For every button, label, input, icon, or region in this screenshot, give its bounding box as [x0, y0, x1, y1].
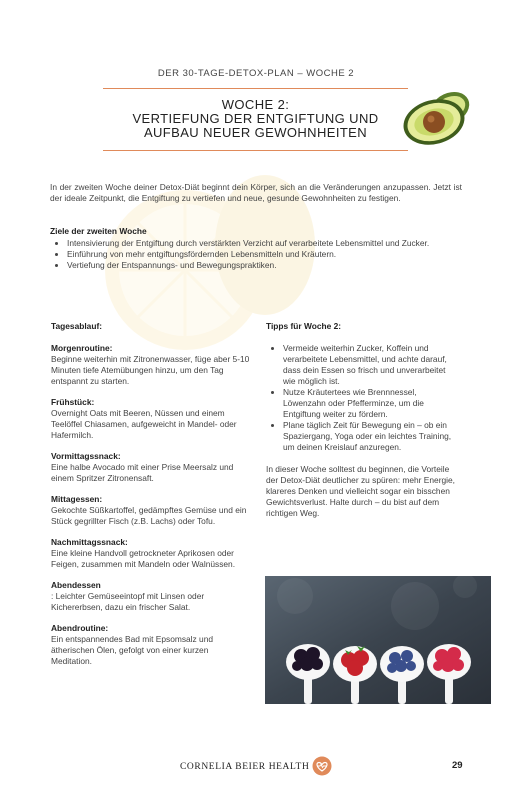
- goals-heading: Ziele der zweiten Woche: [50, 226, 147, 236]
- block-title: Vormittagssnack:: [51, 451, 121, 461]
- block-title: Nachmittagssnack:: [51, 537, 128, 547]
- intro-paragraph: In der zweiten Woche deiner Detox-Diät beginnt dein Körper, sich an die Veränderungen anzupassen. Jetzt ist der ideale Zeitpunkt, die Entgiftung zu vertiefen und neue, gesunde Gewohnheiten zu festigen.: [50, 182, 462, 203]
- tips-column: [266, 321, 456, 519]
- berries-photo: [265, 576, 491, 704]
- block-text: Eine halbe Avocado mit einer Prise Meersalz und einem Spritzer Zitronensaft.: [51, 462, 234, 483]
- heart-logo-icon: [312, 756, 332, 776]
- title-line-3: AUFBAU NEUER GEWOHNHEITEN: [143, 125, 368, 140]
- title-top-rule: [103, 88, 408, 89]
- list-item: • Vertiefung der Entspannungs- und Bewegungspraktiken.: [67, 260, 479, 271]
- schedule-heading: Tagesablauf:: [51, 321, 103, 331]
- block-title: Abendroutine:: [51, 623, 109, 633]
- schedule-block-lunch: [51, 494, 251, 527]
- block-title: Morgenroutine:: [51, 343, 113, 353]
- block-text: Eine kleine Handvoll getrockneter Aprikosen oder Feigen, zusammen mit Mandeln oder Walnüssen.: [51, 548, 236, 569]
- list-item: • Intensivierung der Entgiftung durch verstärkten Verzicht auf verarbeitete Lebensmittel und Zucker.: [67, 238, 479, 249]
- block-text: Gekochte Süßkartoffel, gedämpftes Gemüse und ein Stück gegrillter Fisch (z.B. Lachs) oder Tofu.: [51, 505, 247, 526]
- schedule-block-morning-snack: [51, 451, 251, 484]
- tips-list: [266, 343, 456, 453]
- tips-outro-paragraph: In dieser Woche solltest du beginnen, die Vorteile der Detox-Diät deutlicher zu spüren: mehr Energie, klareres Denken und vielleicht sogar ein bisschen Gewichtsverlust. Halte durch – du bist auf dem richtigen Weg.: [266, 464, 455, 518]
- schedule-block-morning: [51, 343, 251, 387]
- page-number: 29: [452, 760, 463, 771]
- schedule-block-evening: [51, 623, 251, 667]
- schedule-block-dinner: [51, 580, 251, 613]
- title-line-2: VERTIEFUNG DER ENTGIFTUNG UND: [132, 111, 379, 126]
- block-text: Beginne weiterhin mit Zitronenwasser, füge aber 5-10 Minuten tiefe Atemübungen hinzu, um den Tag entspannt zu starten.: [51, 354, 250, 386]
- block-title: Frühstück:: [51, 397, 95, 407]
- block-title: Abendessen: [51, 580, 101, 590]
- list-item: • Plane täglich Zeit für Bewegung ein – ob ein Spaziergang, Yoga oder ein leichtes Training, um deinen Kreislauf anzuregen.: [283, 420, 456, 453]
- title-line-1: WOCHE 2:: [221, 97, 290, 112]
- block-text: : Leichter Gemüseeintopf mit Linsen oder Kichererbsen, dazu ein frischer Salat.: [51, 591, 205, 612]
- goals-list: [50, 238, 479, 271]
- block-title: Mittagessen:: [51, 494, 103, 504]
- tips-heading: Tipps für Woche 2:: [266, 321, 342, 331]
- list-item: • Einführung von mehr entgiftungsfördernden Lebensmitteln und Kräutern.: [67, 249, 479, 260]
- schedule-block-afternoon-snack: [51, 537, 251, 570]
- daily-schedule-column: [51, 321, 251, 667]
- running-title: DER 30-TAGE-DETOX-PLAN – WOCHE 2: [157, 68, 355, 79]
- list-item: • Vermeide weiterhin Zucker, Koffein und verarbeitete Lebensmittel, und achte darauf, dass dein Essen so frisch und unverarbeitet wie möglich ist.: [283, 343, 456, 387]
- schedule-block-breakfast: [51, 397, 251, 441]
- page-title: [103, 98, 408, 140]
- block-text: Overnight Oats mit Beeren, Nüssen und einem Teelöffel Chiasamen, aufgeweicht in Mandel- oder Hafermilch.: [51, 408, 237, 440]
- block-text: Ein entspannendes Bad mit Epsomsalz und ätherischen Ölen, gefolgt von einer kurzen Meditation.: [51, 634, 214, 666]
- list-item: • Nutze Kräutertees wie Brennnessel, Löwenzahn oder Pfefferminze, um die Entgiftung weiter zu fördern.: [283, 387, 456, 420]
- avocado-image: [398, 84, 476, 148]
- title-bottom-rule: [103, 150, 408, 151]
- footer-brand: CORNELIA BEIER HEALTH: [180, 762, 310, 772]
